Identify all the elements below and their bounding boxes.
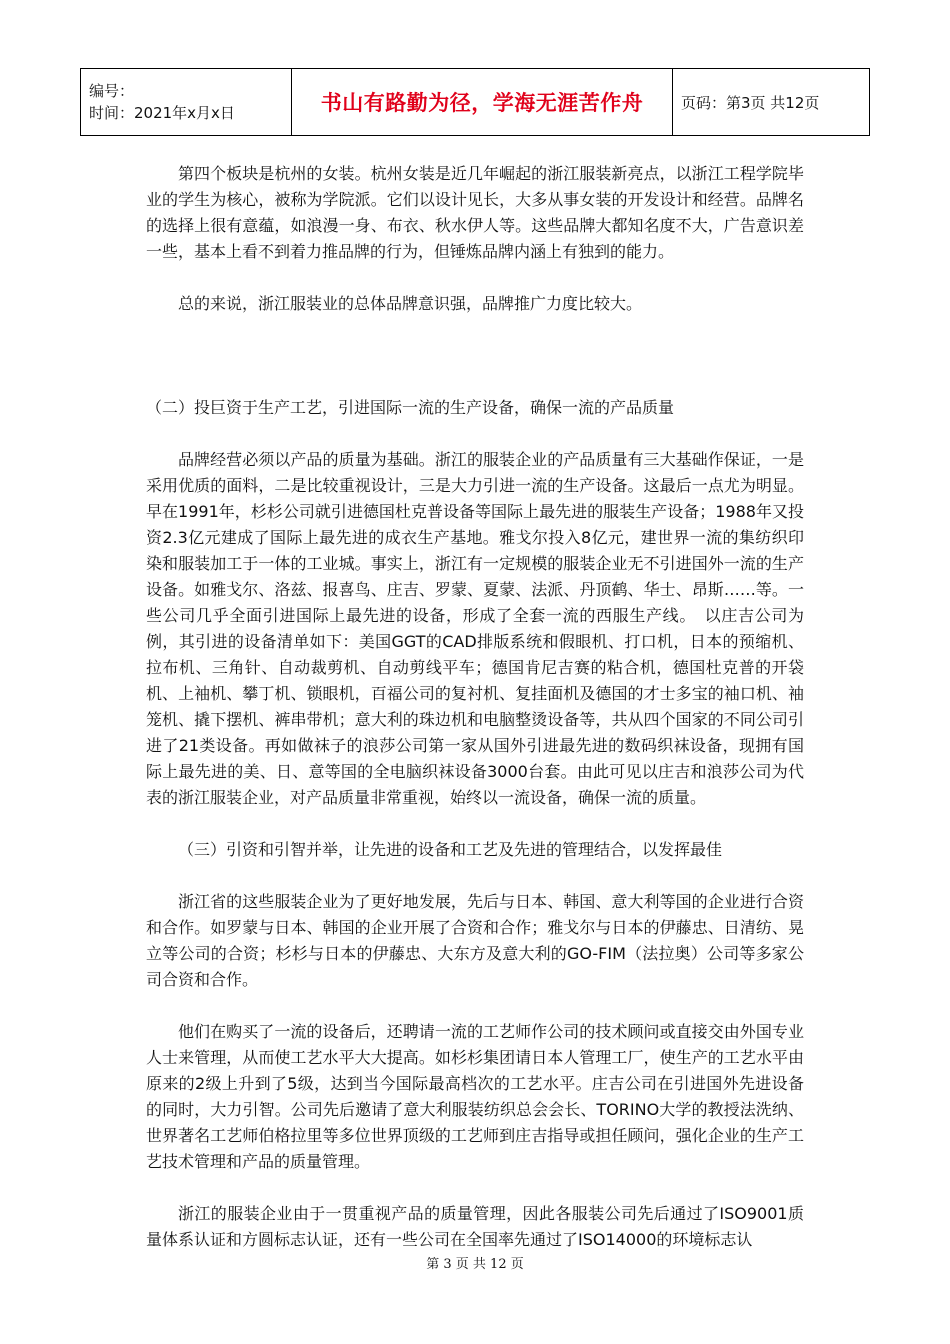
paragraph-certification: 浙江的服装企业由于一贯重视产品的质量管理，因此各服装公司先后通过了ISO9001质量体系认证和方圆标志认证，还有一些公司在全国率先通过了ISO14000的环境标志认 xyxy=(146,1204,804,1249)
header-meta-cell xyxy=(81,69,292,136)
section-heading-2: （二）投巨资于生产工艺，引进国际一流的生产设备，确保一流的产品质量 xyxy=(146,398,675,417)
section-heading-3: （三）引资和引智并举，让先进的设备和工艺及先进的管理结合，以发挥最佳 xyxy=(178,840,723,859)
header-page-info: 页码：第3页 共12页 xyxy=(673,69,870,136)
doc-time-label: 时间：2021年x月x日 xyxy=(89,104,235,122)
body-text xyxy=(146,161,804,1253)
doc-number-label: 编号： xyxy=(89,82,135,100)
paragraph-hangzhou-womenswear: 第四个板块是杭州的女装。杭州女装是近几年崛起的浙江服装新亮点，以浙江工程学院毕业的学生为核心，被称为学院派。它们以设计见长，大多从事女装的开发设计和经营。品牌名的选择上很有意蕴，如浪漫一身、布衣、秋水伊人等。这些品牌大都知名度不大，广告意识差一些，基本上看不到着力推品牌的行为，但锤炼品牌内涵上有独到的能力。 xyxy=(146,164,804,261)
page-footer: 第 3 页 共 12 页 xyxy=(426,1257,524,1272)
header-motto: 书山有路勤为径，学海无涯苦作舟 xyxy=(292,69,673,136)
header-table xyxy=(80,68,870,136)
paragraph-equipment: 品牌经营必须以产品的质量为基础。浙江的服装企业的产品质量有三大基础作保证，一是采用优质的面料，二是比较重视设计，三是大力引进一流的生产设备。这最后一点尤为明显。早在1991年，杉杉公司就引进德国杜克普设备等国际上最先进的服装生产设备；1988年又投资2.3亿元建成了国际上最先进的成衣生产基地。雅戈尔投入8亿元，建世界一流的集纺织印染和服装加工于一体的工业城。事实上，浙江有一定规模的服装企业无不引进国外一流的生产设备。如雅戈尔、洛兹、报喜鸟、庄吉、罗蒙、夏蒙、法派、丹顶鹤、华士、昂斯……等。一些公司几乎全面引进国际上最先进的设备，形成了全套一流的西服生产线。 以庄吉公司为例，其引进的设备清单如下：美国GGT的CAD排版系统和假眼机、打口机，日本的预缩机、拉布机、三角针、自动裁剪机、自动剪线平车；德国肯尼吉赛的粘合机，德国杜克普的开袋机、上袖机、攀丁机、锁眼机，百福公司的复衬机、复挂面机及德国的才士多宝的袖口机、袖笼机、撬下摆机、裤串带机；意大利的珠边机和电脑整烫设备等，共从四个国家的不同公司引进了21类设备。再如做袜子的浪莎公司第一家从国外引进最先进的数码织袜设备，现拥有国际上最先进的美、日、意等国的全电脑织袜设备3000台套。由此可见以庄吉和浪莎公司为代表的浙江服装企业，对产品质量非常重视，始终以一流设备，确保一流的质量。 xyxy=(146,450,804,807)
paragraph-joint-ventures: 浙江省的这些服装企业为了更好地发展，先后与日本、韩国、意大利等国的企业进行合资和合作。如罗蒙与日本、韩国的企业开展了合资和合作；雅戈尔与日本的伊藤忠、日清纺、晃立等公司的合资；杉杉与日本的伊藤忠、大东方及意大利的GO-FIM（法拉奥）公司等多家公司合资和合作。 xyxy=(146,892,804,989)
paragraph-expertise: 他们在购买了一流的设备后，还聘请一流的工艺师作公司的技术顾问或直接交由外国专业人士来管理，从而使工艺水平大大提高。如杉杉集团请日本人管理工厂，使生产的工艺水平由原来的2级上升到了5级，达到当今国际最高档次的工艺水平。庄吉公司在引进国外先进设备的同时，大力引智。公司先后邀请了意大利服装纺织总会会长、TORINO大学的教授法洗纳、世界著名工艺师伯格拉里等多位世界顶级的工艺师到庄吉指导或担任顾问，强化企业的生产工艺技术管理和产品的质量管理。 xyxy=(146,1022,804,1171)
paragraph-summary: 总的来说，浙江服装业的总体品牌意识强，品牌推广力度比较大。 xyxy=(178,294,643,313)
